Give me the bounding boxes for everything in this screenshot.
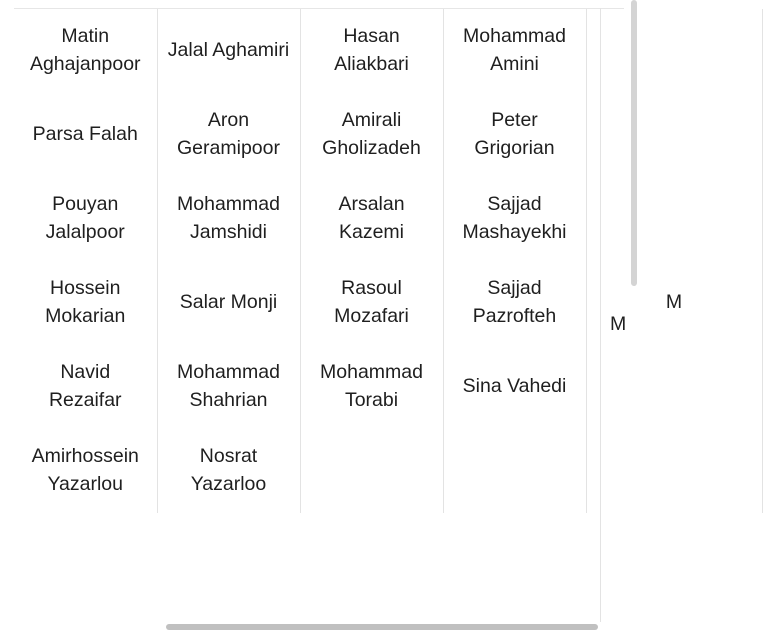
names-table	[14, 9, 763, 513]
table-cell	[443, 429, 586, 513]
column-divider	[600, 8, 601, 624]
clipped-cell-text: M	[610, 313, 627, 335]
table-cell: Hasan Aliakbari	[300, 9, 443, 93]
horizontal-scrollbar-track[interactable]	[14, 622, 624, 632]
horizontal-scrollbar-thumb[interactable]	[166, 624, 598, 630]
table-cell: Sajjad Mashayekhi	[443, 177, 586, 261]
table-cell: Pouyan Jalalpoor	[14, 177, 157, 261]
table-cell	[586, 429, 762, 513]
table-row	[14, 345, 762, 429]
table-cell: Amirhossein Yazarlou	[14, 429, 157, 513]
table-cell: Nosrat Yazarloo	[157, 429, 300, 513]
table-cell: Parsa Falah	[14, 93, 157, 177]
table-cell: Sina Vahedi	[443, 345, 586, 429]
table-row	[14, 93, 762, 177]
table-cell	[586, 177, 762, 261]
table-cell: M	[586, 261, 762, 345]
table-cell: Matin Aghajanpoor	[14, 9, 157, 93]
table-cell	[586, 9, 762, 93]
table-row	[14, 9, 762, 93]
table-row	[14, 261, 762, 345]
table-cell: Rasoul Mozafari	[300, 261, 443, 345]
table-cell: Peter Grigorian	[443, 93, 586, 177]
vertical-scrollbar-track[interactable]	[630, 0, 638, 640]
table-row	[14, 429, 762, 513]
names-table-body	[14, 9, 762, 513]
names-table-scroll-container[interactable]	[14, 8, 683, 625]
table-cell: Mohammad Jamshidi	[157, 177, 300, 261]
table-cell	[586, 93, 762, 177]
table-row	[14, 177, 762, 261]
vertical-scrollbar-thumb[interactable]	[631, 0, 637, 286]
table-cell	[300, 429, 443, 513]
table-cell: Aron Geramipoor	[157, 93, 300, 177]
table-cell: Navid Rezaifar	[14, 345, 157, 429]
table-cell: Hossein Mokarian	[14, 261, 157, 345]
table-cell: Arsalan Kazemi	[300, 177, 443, 261]
table-cell: Amirali Gholizadeh	[300, 93, 443, 177]
table-cell: Mohammad Torabi	[300, 345, 443, 429]
table-cell: Salar Monji	[157, 261, 300, 345]
table-cell: Sajjad Pazrofteh	[443, 261, 586, 345]
table-cell	[586, 345, 762, 429]
table-cell: Jalal Aghamiri	[157, 9, 300, 93]
table-cell: Mohammad Shahrian	[157, 345, 300, 429]
table-cell: Mohammad Amini	[443, 9, 586, 93]
